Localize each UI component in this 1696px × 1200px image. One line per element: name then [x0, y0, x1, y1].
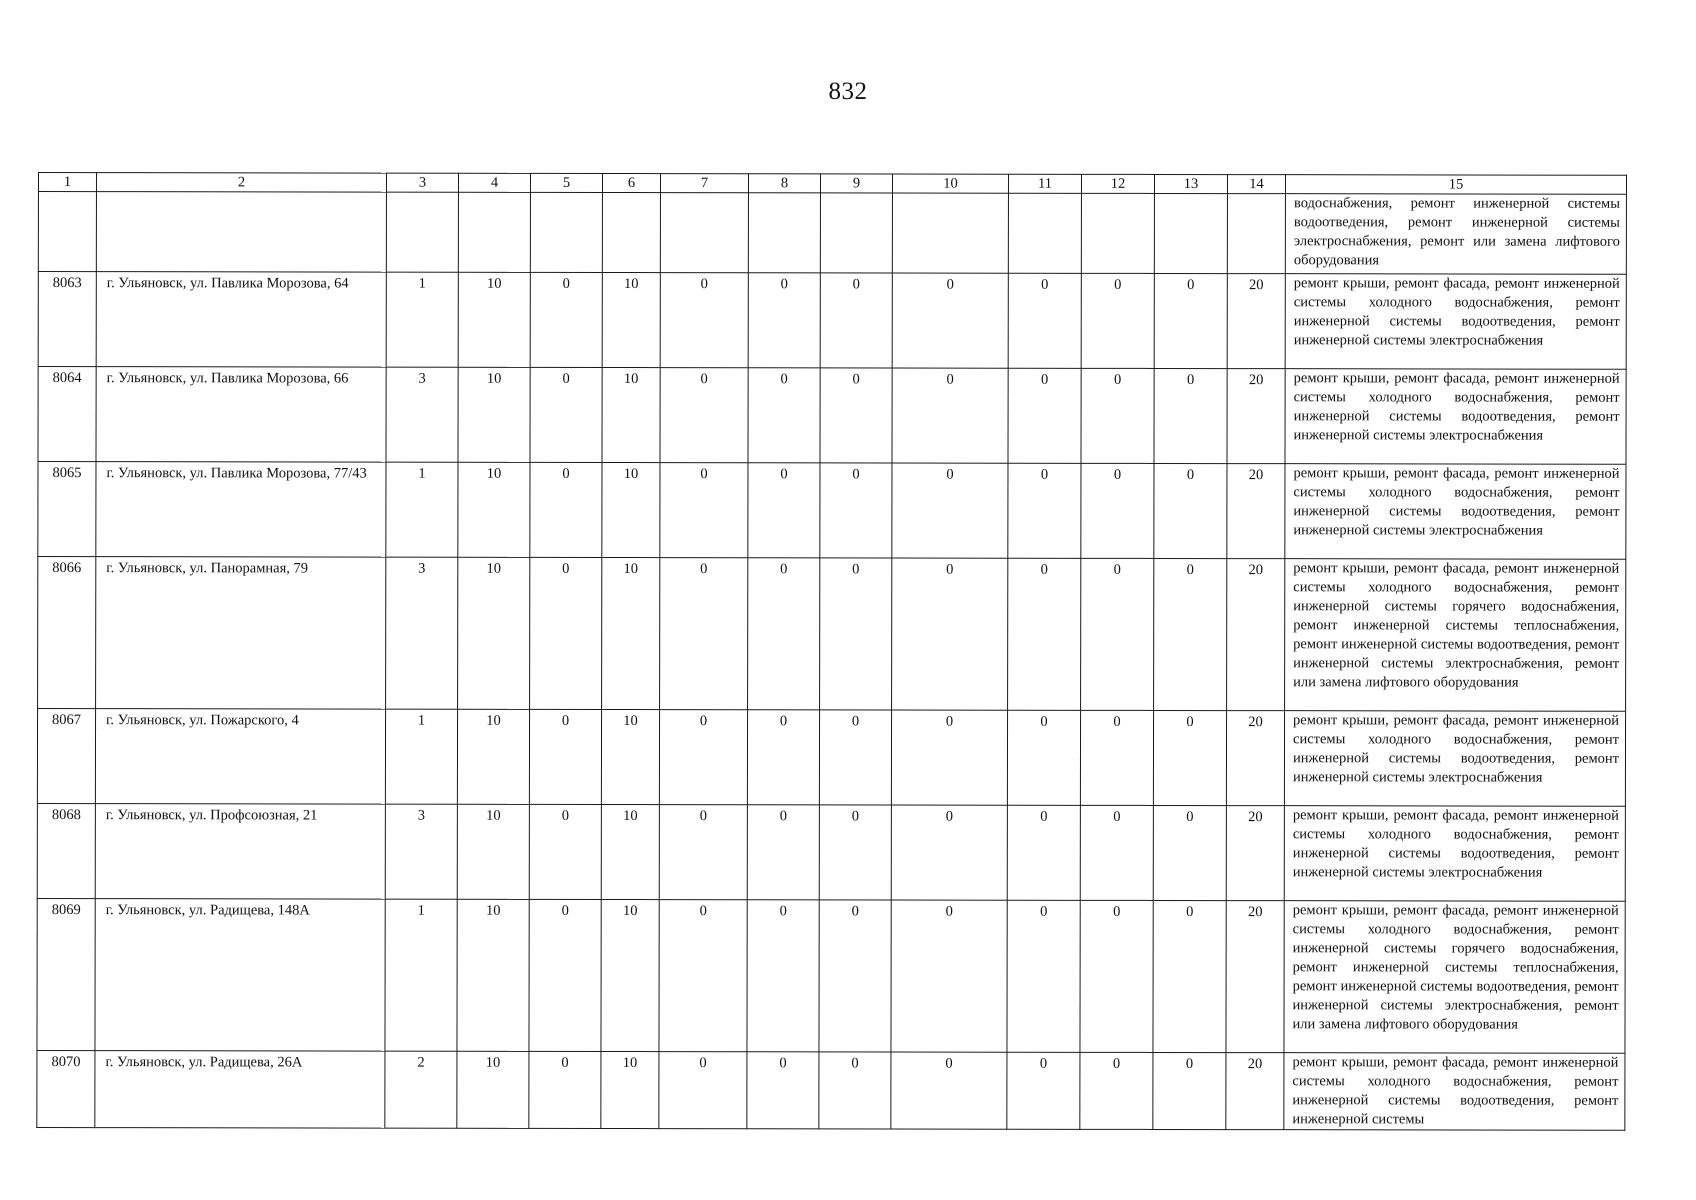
- cell-col-10: 0: [891, 805, 1007, 900]
- cell-col-12: 0: [1080, 710, 1153, 805]
- cell-col-7: 0: [659, 805, 747, 900]
- works-list: водоснабжения, ремонт инженерной системы водоотведения, ремонт инженерной системы электроснабжения, ремонт или замена лифтового оборудования: [1285, 194, 1626, 275]
- row-id: 8065: [38, 462, 96, 557]
- cell-col-12: 0: [1081, 368, 1154, 463]
- works-list: ремонт крыши, ремонт фасада, ремонт инженерной системы холодного водоснабжения, ремонт инженерной системы водоотведения, ремонт инженерной системы электроснабжения: [1284, 711, 1625, 807]
- cell-col-12: 0: [1081, 273, 1154, 368]
- cell-col-13: 0: [1153, 805, 1226, 900]
- column-header-2: 2: [96, 173, 386, 193]
- cell-col-13: 0: [1154, 463, 1227, 558]
- cell-col-13: 0: [1153, 710, 1226, 805]
- cell-col-13: 0: [1154, 368, 1227, 463]
- cell-col-13: 0: [1154, 273, 1227, 368]
- cell-col-4: 10: [457, 899, 529, 1051]
- cell-col-13: 0: [1154, 558, 1227, 710]
- cell-col-4: 10: [458, 272, 530, 367]
- cell-col-14: 20: [1227, 464, 1285, 559]
- cell-col-8: 0: [748, 368, 820, 463]
- cell-col-10: 0: [892, 558, 1008, 710]
- cell-col-5: 0: [529, 709, 601, 804]
- row-id: 8064: [38, 367, 96, 462]
- cell-col-11: 0: [1007, 805, 1080, 900]
- table-row: [38, 557, 1626, 712]
- cell-col-3: 1: [386, 462, 458, 557]
- cell: [748, 193, 820, 273]
- cell-col-6: 10: [602, 272, 660, 367]
- cell-col-6: 10: [601, 709, 659, 804]
- cell-col-11: 0: [1008, 273, 1081, 368]
- column-header-15: 15: [1285, 175, 1626, 195]
- works-list: ремонт крыши, ремонт фасада, ремонт инженерной системы холодного водоснабжения, ремонт инженерной системы водоотведения, ремонт инженерной системы электроснабжения: [1285, 274, 1626, 370]
- cell-col-14: 20: [1226, 1053, 1284, 1130]
- cell-col-12: 0: [1080, 805, 1153, 900]
- cell-col-14: 20: [1227, 559, 1285, 711]
- cell-col-5: 0: [530, 462, 602, 557]
- column-header-14: 14: [1227, 175, 1285, 194]
- continuation-row: [38, 192, 1626, 275]
- cell-col-3: 3: [385, 804, 457, 899]
- works-list: ремонт крыши, ремонт фасада, ремонт инженерной системы холодного водоснабжения, ремонт инженерной системы горячего водоснабжения, ремонт инженерной системы теплоснабжения, ремонт инженерной системы водоотведения, ремонт инженерной системы электроснабжения, ремонт или замена лифтового оборудования: [1284, 901, 1625, 1054]
- cell-col-5: 0: [529, 804, 601, 899]
- cell: [892, 193, 1008, 273]
- row-id: 8068: [37, 803, 95, 898]
- cell-col-14: 20: [1227, 369, 1285, 464]
- cell-col-10: 0: [892, 368, 1008, 463]
- table-row: [37, 709, 1625, 807]
- cell-col-10: 0: [892, 273, 1008, 368]
- cell-col-13: 0: [1153, 1052, 1226, 1129]
- column-header-5: 5: [530, 173, 602, 192]
- cell-col-13: 0: [1153, 900, 1226, 1052]
- cell-col-8: 0: [748, 273, 820, 368]
- cell-col-4: 10: [457, 709, 529, 804]
- row-address: г. Ульяновск, ул. Панорамная, 79: [96, 557, 386, 710]
- column-header-1: 1: [38, 173, 96, 192]
- cell-col-5: 0: [529, 899, 601, 1051]
- row-id: 8067: [37, 709, 95, 804]
- column-header-3: 3: [386, 173, 458, 192]
- cell-col-7: 0: [660, 368, 748, 463]
- cell-col-7: 0: [659, 710, 747, 805]
- cell-col-6: 10: [602, 462, 660, 557]
- column-header-10: 10: [892, 174, 1008, 193]
- table-row: [37, 803, 1625, 901]
- cell-col-4: 10: [458, 557, 530, 709]
- cell-col-5: 0: [530, 557, 602, 709]
- works-list: ремонт крыши, ремонт фасада, ремонт инженерной системы холодного водоснабжения, ремонт инженерной системы водоотведения, ремонт инженерной системы электроснабжения: [1285, 369, 1626, 465]
- cell-col-12: 0: [1080, 900, 1153, 1052]
- column-header-13: 13: [1154, 174, 1227, 193]
- cell-col-11: 0: [1008, 463, 1081, 558]
- cell-col-6: 10: [602, 367, 660, 462]
- cell-col-11: 0: [1007, 900, 1080, 1052]
- cell-col-6: 10: [602, 557, 660, 709]
- row-address: г. Ульяновск, ул. Профсоюзная, 21: [95, 804, 385, 900]
- cell-col-14: 20: [1227, 274, 1285, 369]
- cell-col-5: 0: [530, 367, 602, 462]
- row-address: г. Ульяновск, ул. Радищева, 148А: [95, 899, 385, 1052]
- cell-col-10: 0: [891, 710, 1007, 805]
- row-id: 8063: [38, 272, 96, 367]
- cell-col-9: 0: [820, 463, 892, 558]
- cell-col-7: 0: [660, 273, 748, 368]
- cell-col-4: 10: [458, 462, 530, 557]
- page-number: 832: [828, 78, 868, 105]
- cell-col-12: 0: [1081, 558, 1154, 710]
- column-header-7: 7: [660, 174, 748, 193]
- table-row: [38, 367, 1626, 465]
- table-row: [38, 462, 1626, 560]
- cell: [96, 192, 386, 273]
- cell: [1008, 193, 1081, 273]
- cell: [530, 192, 602, 272]
- row-id: 8069: [37, 898, 95, 1050]
- cell-col-3: 3: [386, 557, 458, 709]
- cell-col-7: 0: [660, 558, 748, 710]
- cell-col-11: 0: [1007, 1052, 1080, 1129]
- works-list: ремонт крыши, ремонт фасада, ремонт инженерной системы холодного водоснабжения, ремонт инженерной системы водоотведения, ремонт инженерной системы электроснабжения: [1285, 464, 1626, 560]
- cell: [602, 192, 660, 272]
- cell: [660, 193, 748, 273]
- works-list: ремонт крыши, ремонт фасада, ремонт инженерной системы холодного водоснабжения, ремонт инженерной системы горячего водоснабжения, ремонт инженерной системы теплоснабжения, ремонт инженерной системы водоотведения, ремонт инженерной системы электроснабжения, ремонт или замена лифтового оборудования: [1285, 559, 1626, 712]
- cell-col-7: 0: [660, 463, 748, 558]
- cell: [1081, 193, 1154, 273]
- table-row: [37, 898, 1625, 1053]
- column-header-9: 9: [820, 174, 892, 193]
- cell-col-9: 0: [820, 558, 892, 710]
- table-row: [38, 272, 1626, 370]
- cell: [820, 193, 892, 273]
- column-header-8: 8: [748, 174, 820, 193]
- repair-register-table: [36, 172, 1627, 1131]
- cell-col-8: 0: [747, 900, 819, 1052]
- row-address: г. Ульяновск, ул. Пожарского, 4: [95, 709, 385, 805]
- cell-col-5: 0: [530, 272, 602, 367]
- cell-col-3: 1: [385, 709, 457, 804]
- column-header-4: 4: [458, 173, 530, 192]
- cell-col-4: 10: [457, 804, 529, 899]
- column-header-6: 6: [602, 173, 660, 192]
- row-id: 8070: [37, 1050, 95, 1127]
- cell: [1154, 193, 1227, 273]
- cell-col-9: 0: [820, 368, 892, 463]
- cell-col-12: 0: [1080, 1052, 1153, 1129]
- cell-col-3: 1: [386, 272, 458, 367]
- column-header-12: 12: [1081, 174, 1154, 193]
- row-address: г. Ульяновск, ул. Павлика Морозова, 66: [96, 367, 386, 463]
- row-id: 8066: [38, 557, 96, 709]
- cell: [458, 192, 530, 272]
- row-address: г. Ульяновск, ул. Павлика Морозова, 77/43: [96, 462, 386, 558]
- cell-col-8: 0: [747, 805, 819, 900]
- cell-col-14: 20: [1226, 711, 1284, 806]
- cell-col-7: 0: [659, 1052, 747, 1129]
- cell: [1227, 194, 1285, 274]
- cell-col-10: 0: [892, 463, 1008, 558]
- cell-col-8: 0: [747, 1052, 819, 1129]
- cell-col-9: 0: [820, 273, 892, 368]
- cell-col-8: 0: [747, 710, 819, 805]
- cell-col-3: 1: [385, 899, 457, 1051]
- cell-col-3: 3: [386, 367, 458, 462]
- cell-col-5: 0: [529, 1051, 601, 1128]
- cell-col-11: 0: [1008, 368, 1081, 463]
- cell-col-9: 0: [819, 900, 891, 1052]
- column-header-11: 11: [1008, 174, 1081, 193]
- cell: [38, 192, 96, 272]
- cell-col-3: 2: [385, 1051, 457, 1128]
- cell-col-7: 0: [659, 900, 747, 1052]
- row-address: г. Ульяновск, ул. Павлика Морозова, 64: [96, 272, 386, 368]
- cell-col-6: 10: [601, 804, 659, 899]
- works-list: ремонт крыши, ремонт фасада, ремонт инженерной системы холодного водоснабжения, ремонт инженерной системы водоотведения, ремонт инженерной системы: [1284, 1053, 1625, 1131]
- cell-col-8: 0: [748, 558, 820, 710]
- cell: [386, 192, 458, 272]
- table-row: [37, 1050, 1625, 1130]
- cell-col-9: 0: [819, 710, 891, 805]
- cell-col-11: 0: [1007, 710, 1080, 805]
- cell-col-10: 0: [891, 1052, 1007, 1129]
- cell-col-14: 20: [1226, 901, 1284, 1053]
- cell-col-14: 20: [1226, 806, 1284, 901]
- cell-col-9: 0: [819, 1052, 891, 1129]
- cell-col-10: 0: [891, 900, 1007, 1052]
- row-address: г. Ульяновск, ул. Радищева, 26А: [95, 1051, 385, 1129]
- cell-col-6: 10: [601, 1051, 659, 1128]
- cell-col-6: 10: [601, 899, 659, 1051]
- works-list: ремонт крыши, ремонт фасада, ремонт инженерной системы холодного водоснабжения, ремонт инженерной системы водоотведения, ремонт инженерной системы электроснабжения: [1284, 806, 1625, 902]
- cell-col-9: 0: [819, 805, 891, 900]
- cell-col-8: 0: [748, 463, 820, 558]
- cell-col-4: 10: [457, 1051, 529, 1128]
- cell-col-12: 0: [1081, 463, 1154, 558]
- cell-col-11: 0: [1008, 558, 1081, 710]
- cell-col-4: 10: [458, 367, 530, 462]
